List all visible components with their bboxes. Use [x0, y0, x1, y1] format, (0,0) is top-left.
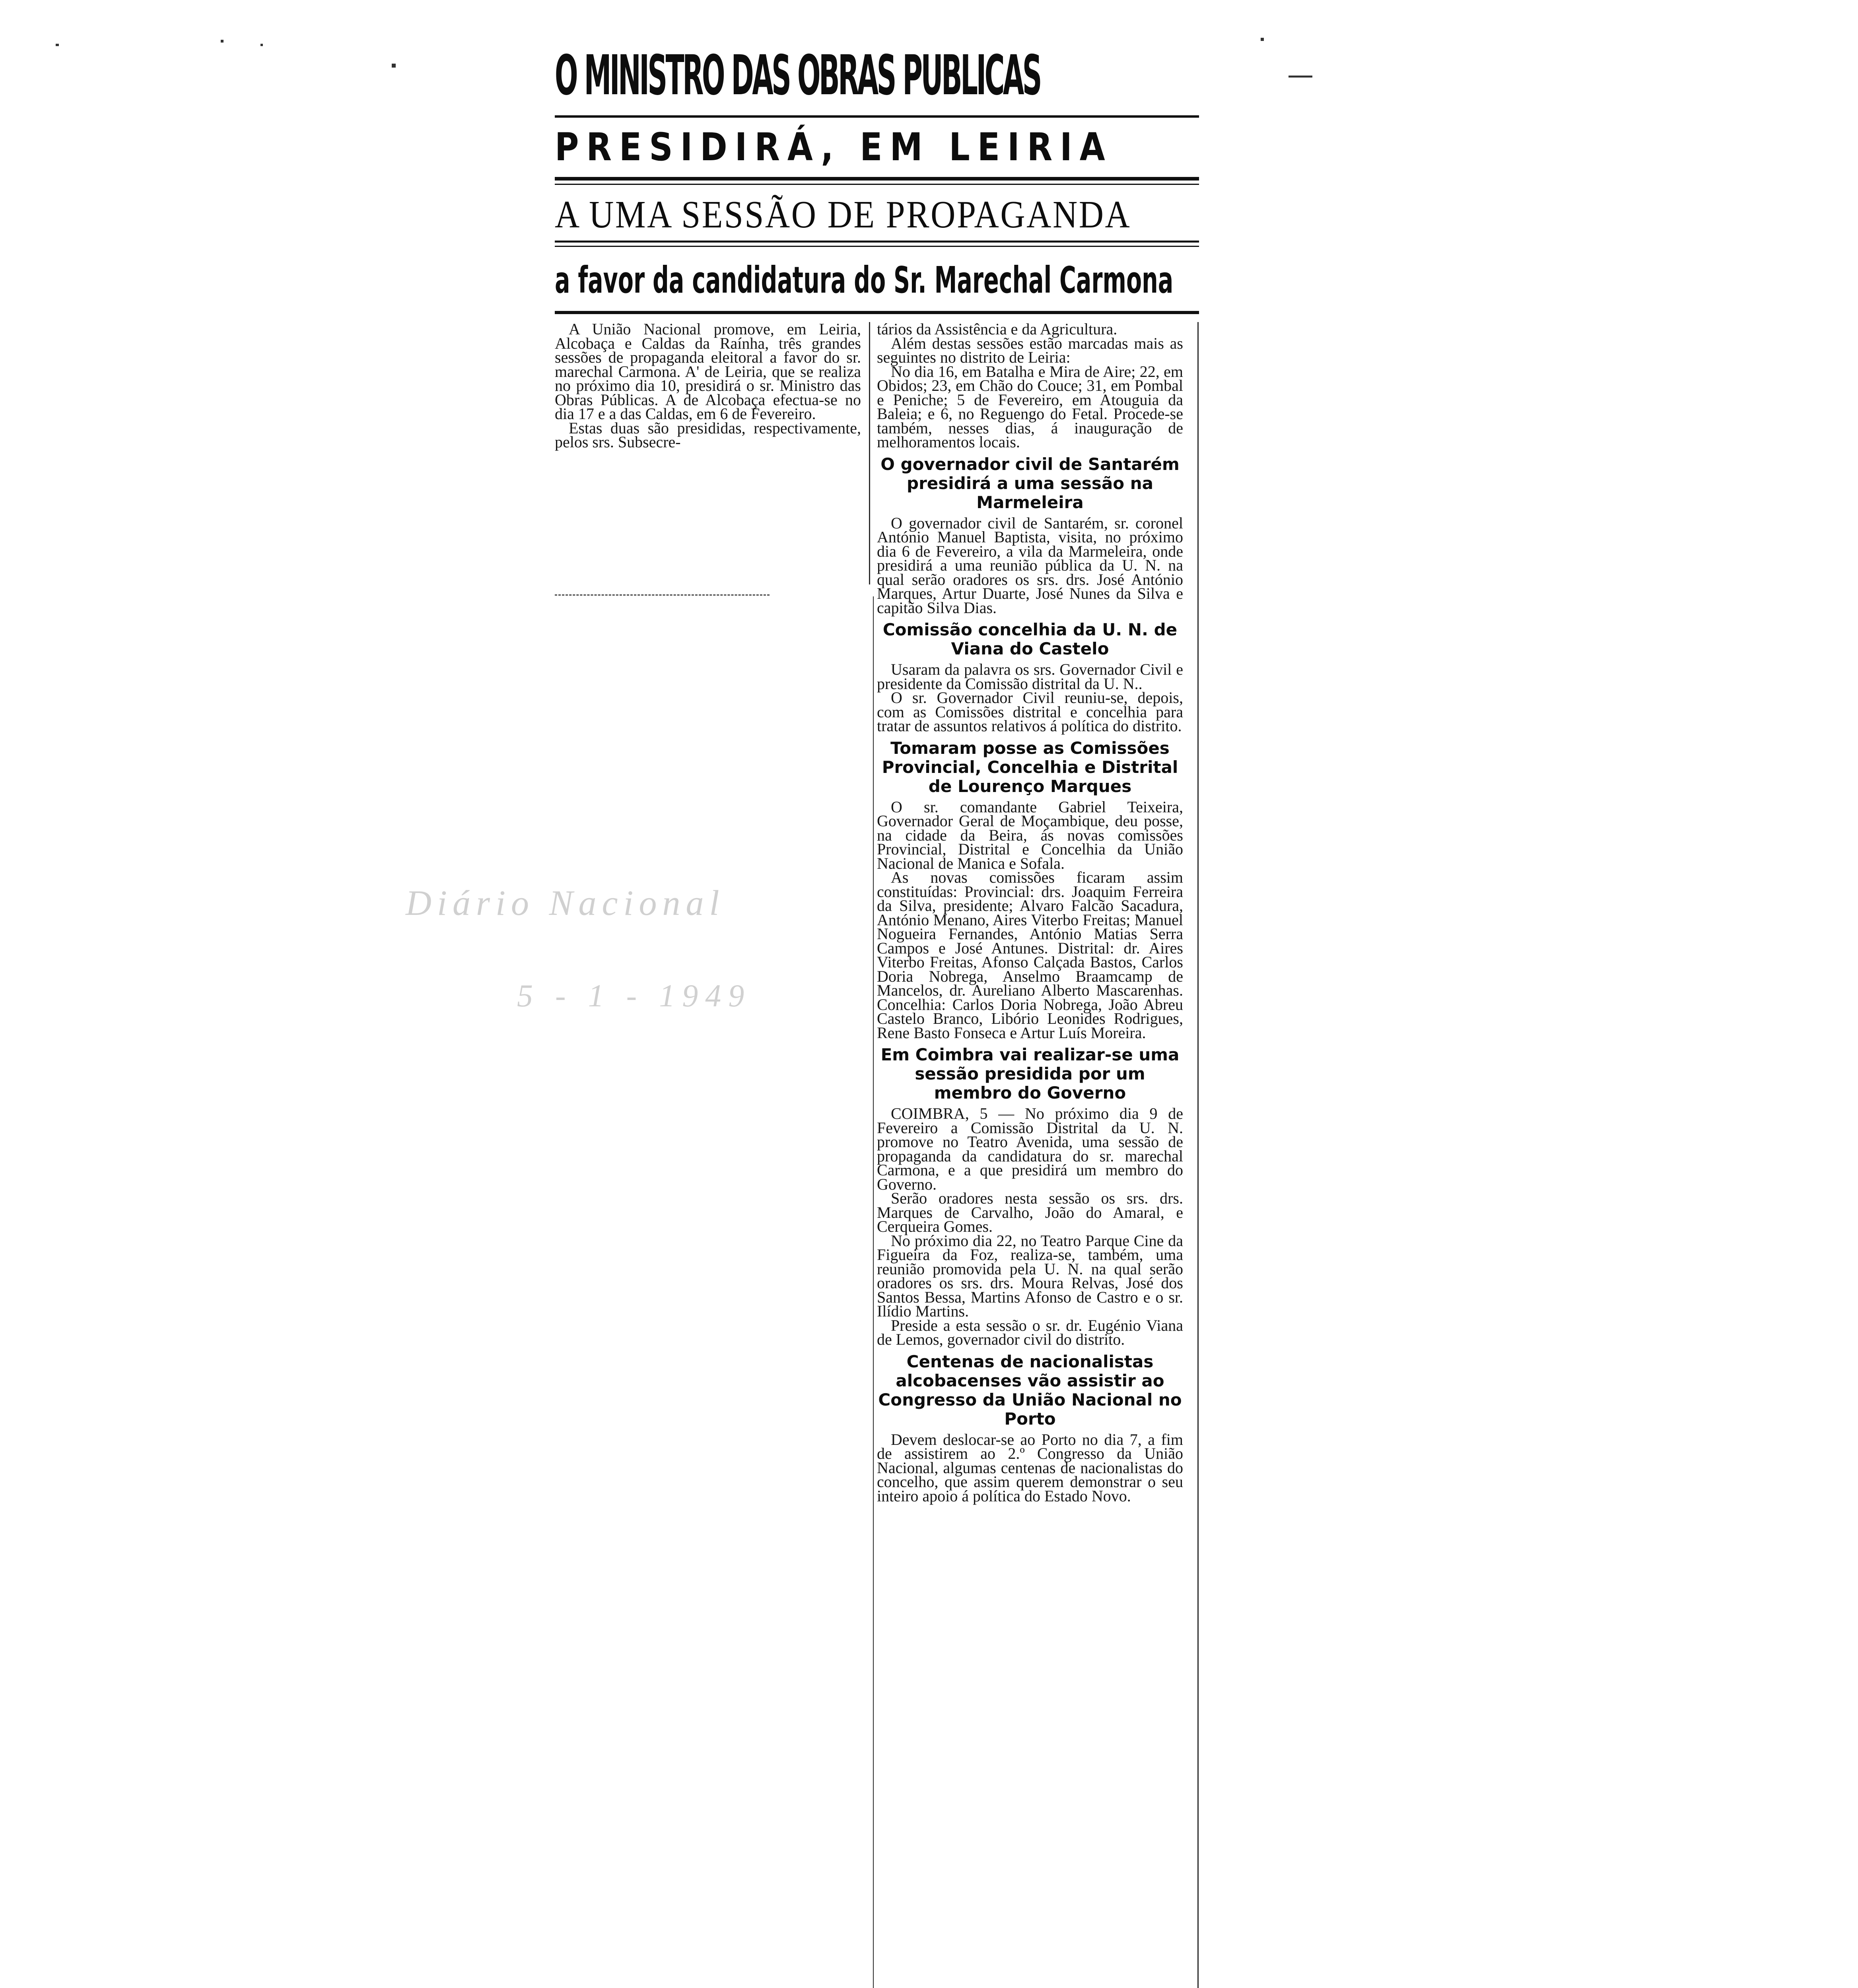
article-paragraph: COIMBRA, 5 — No próximo dia 9 de Fevereiro a Comissão Distrital da U. N. promove no Teatro Avenida, uma sessão de propaganda da candidatura do sr. marechal Carmona, e a que presidirá um membro do Governo.	[877, 1105, 1183, 1193]
headline-rule	[555, 184, 1199, 185]
article-column-left	[555, 322, 861, 449]
article-paragraph: As novas comissões ficaram assim constituídas: Provincial: drs. Joaquim Ferreira da Silva, presidente; Alvaro Falcão Sacadura, António Menano, Aires Viterbo Freitas; Manuel Nogueira Fernandes, António Matias Serra Campos e José Antunes. Distrital: dr. Aires Viterbo Freitas, Afonso Calçada Bastos, Carlos Doria Nobrega, Anselmo Braamcamp de Mancelos, dr. Aureliano Alberto Mascarenhas. Concelhia: Carlos Doria Nobrega, João Abreu Castelo Branco, Libório Leonides Rodrigues, Rene Basto Fonseca e Artur Luís Moreira.	[877, 868, 1183, 1042]
column-divider	[869, 322, 870, 584]
handwritten-source-note: Diário Nacional	[406, 883, 725, 923]
article-paragraph: O governador civil de Santarém, sr. coronel António Manuel Baptista, visita, no próximo dia 6 de Fevereiro, a vila da Marmeleira, onde presidirá a uma reunião pública da U. N. na qual serão oradores os srs. drs. José António Marques, Artur Duarte, José Nunes da Silva e capitão Silva Dias.	[877, 514, 1183, 617]
scan-speck	[1261, 38, 1264, 41]
article-paragraph: Devem deslocar-se ao Porto no dia 7, a fim de assistirem ao 2.º Congresso da União Nacional, algumas centenas de nacionalistas do concelho, que assim querem demonstrar o seu inteiro apoio á política do Estado Novo.	[877, 1430, 1183, 1505]
handwritten-date-note: 5 - 1 - 1949	[517, 978, 752, 1013]
article-paragraph: tários da Assistência e da Agricultura.	[877, 320, 1118, 338]
article-paragraph: Serão oradores nesta sessão os srs. drs. Marques de Carvalho, João do Amaral, e Cerqueira Gomes.	[877, 1189, 1183, 1235]
scan-speck	[56, 44, 59, 46]
article-column-right	[877, 322, 1183, 1503]
column-border-right	[1197, 322, 1199, 1988]
scan-speck	[1289, 76, 1312, 78]
headline-rule	[555, 115, 1199, 118]
column-divider	[873, 596, 874, 1988]
section-heading-viana: Comissão concelhia da U. N. de Viana do Castelo	[882, 620, 1178, 658]
article-paragraph: No dia 16, em Batalha e Mira de Aire; 22, em Obidos; 23, em Chão do Couce; 31, em Pombal e Peniche; 5 de Fevereiro, em Atouguia da Baleia; e 6, no Reguengo do Fetal. Procede-se também, nesses dias, á inauguração de melhoramentos locais.	[877, 362, 1183, 451]
headline-tertiary: A UMA SESSÃO DE PROPAGANDA	[555, 193, 1131, 236]
scan-speck	[392, 64, 396, 68]
section-heading-coimbra: Em Coimbra vai realizar-se uma sessão presidida por um membro do Governo	[880, 1045, 1180, 1103]
column-end-rule	[555, 594, 770, 596]
headline-rule	[555, 241, 1199, 243]
headline-subtitle: a favor da candidatura do Sr. Marechal Carmona	[555, 259, 1174, 301]
scan-speck	[260, 44, 263, 46]
headline-rule	[555, 311, 1199, 314]
scan-speck	[221, 40, 224, 43]
article-paragraph: Além destas sessões estão marcadas mais as seguintes no distrito de Leiria:	[877, 334, 1183, 366]
section-heading-lourenco-marques: Tomaram posse as Comissões Provincial, Concelhia e Distrital de Lourenço Marques	[882, 738, 1178, 796]
section-heading-alcobaca: Centenas de nacionalistas alcobacenses vão assistir ao Congresso da União Nacional no Porto	[878, 1351, 1182, 1429]
article-paragraph: O sr. Governador Civil reuniu-se, depois, com as Comissões distrital e concelhia para tratar de assuntos relativos á política do distrito.	[877, 689, 1183, 735]
headline-main: O MINISTRO DAS OBRAS PUBLICAS	[555, 43, 1040, 107]
article-paragraph: Preside a esta sessão o sr. dr. Eugénio Viana de Lemos, governador civil do distrito.	[877, 1316, 1183, 1348]
section-heading-santarem: O governador civil de Santarém presidirá a uma sessão na Marmeleira	[880, 454, 1180, 512]
article-paragraph: Estas duas são presididas, respectivamente, pelos srs. Subsecre-	[555, 419, 861, 451]
headline-rule	[555, 246, 1199, 247]
article-paragraph: O sr. comandante Gabriel Teixeira, Governador Geral de Moçambique, deu posse, na cidade da Beira, ás novas comissões Provincial, Distrital e Concelhia da União Nacional de Manica e Sofala.	[877, 798, 1183, 872]
article-paragraph: No próximo dia 22, no Teatro Parque Cine da Figueira da Foz, realiza-se, também, uma reunião promovida pela U. N. na qual serão oradores os srs. drs. Moura Relvas, José dos Santos Bessa, Martins Afonso de Castro e o sr. Ilídio Martins.	[877, 1231, 1183, 1320]
headline-rule	[555, 177, 1199, 181]
headline-secondary: PRESIDIRÁ, EM LEIRIA	[555, 125, 1113, 169]
article-paragraph: A União Nacional promove, em Leiria, Alcobaça e Caldas da Raínha, três grandes sessões de propaganda eleitoral a favor do sr. marechal Carmona. A' de Leiria, que se realiza no próximo dia 10, presidirá o sr. Ministro das Obras Públicas. A de Alcobaça efectua-se no dia 17 e a das Caldas, em 6 de Fevereiro.	[555, 320, 861, 423]
article-paragraph: Usaram da palavra os srs. Governador Civil e presidente da Comissão distrital da U. N..	[877, 660, 1183, 693]
